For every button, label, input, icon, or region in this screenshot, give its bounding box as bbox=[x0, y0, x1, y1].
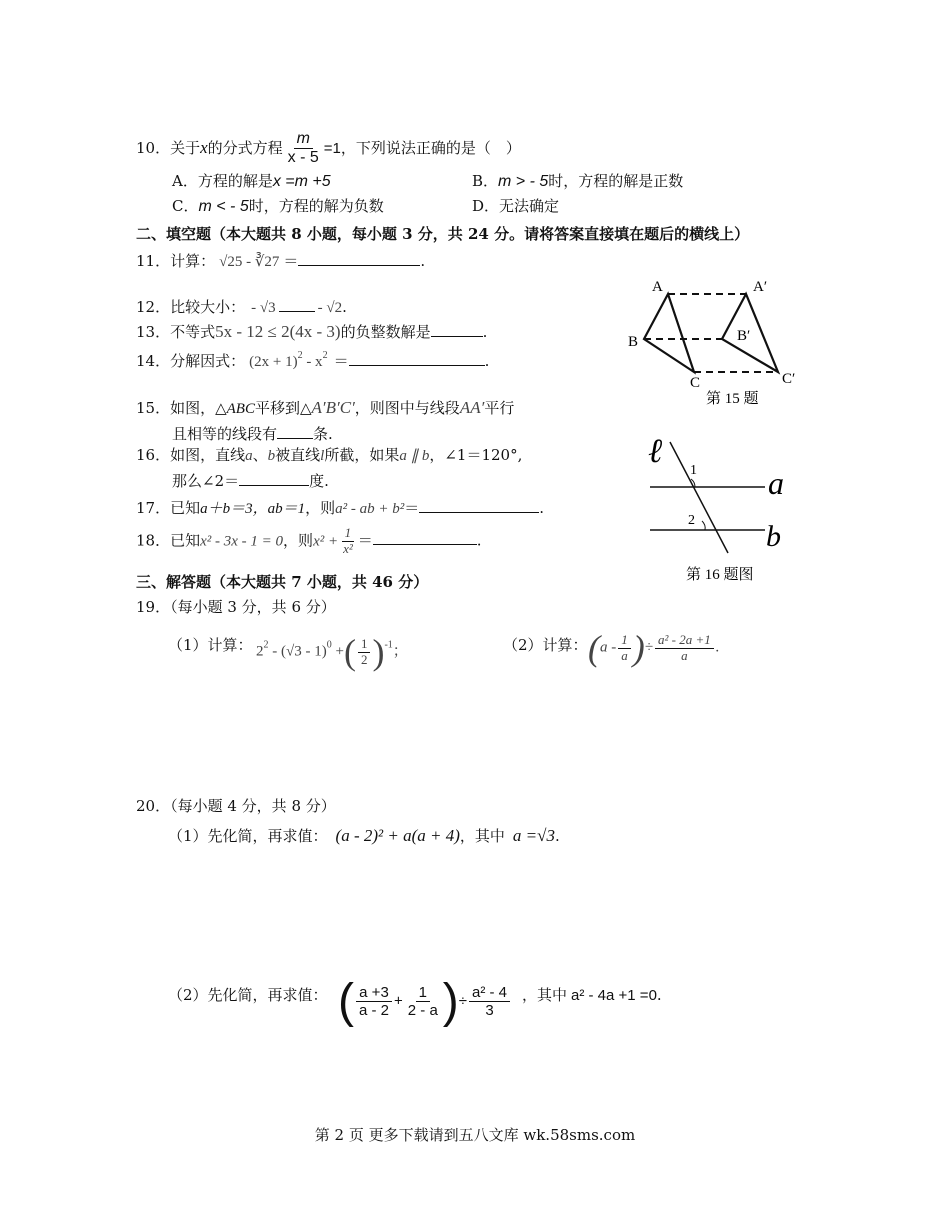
q10-option-b: B．m > - 5时，方程的解是正数 bbox=[472, 172, 684, 190]
q19-part-2-expression: (a - $\frac{1}{a}$ )÷ $\frac{\text{a² - 2a +1}}{a}$ . bbox=[588, 628, 720, 668]
line-l bbox=[670, 442, 728, 553]
question-12: 12．比较大小： - √3 - √2. bbox=[136, 298, 347, 316]
section-3-heading: 三、解答题（本大题共 7 小题，共 46 分） bbox=[136, 573, 429, 591]
page-footer: 第 2 页 更多下载请到五八文库 wk.58sms.com bbox=[314, 1126, 636, 1144]
q10-option-a: A．方程的解是x =m +5 bbox=[172, 172, 331, 190]
q19-part-1-expression: $2^2 - (√3 - 1)^0$ +( $\frac{1}{2}$ )$^{-1}$； bbox=[256, 632, 408, 672]
figure-15-caption: 第 15 题 bbox=[706, 391, 759, 407]
label-c: C bbox=[690, 375, 701, 391]
label-b: B bbox=[628, 334, 639, 350]
angle-2-arc bbox=[702, 521, 705, 530]
label-b-prime: B′ bbox=[737, 328, 751, 344]
label-a: A bbox=[652, 279, 663, 295]
figure-16-caption: 第 16 题图 bbox=[686, 567, 754, 583]
figure-15-translation-diagram bbox=[620, 270, 820, 415]
label-line-b: b bbox=[766, 520, 781, 553]
question-19: 19．（每小题 3 分，共 6 分） bbox=[136, 598, 336, 616]
q15-answer-blank bbox=[277, 424, 313, 439]
q10-option-d: D．无法确定 bbox=[472, 197, 560, 215]
question-16: 16．如图，直线a、b被直线l所截，如果a ∥ b，∠1＝120°, bbox=[136, 446, 523, 464]
label-angle-1: 1 bbox=[690, 463, 697, 478]
label-line-a: a bbox=[768, 465, 784, 501]
q14-answer-blank bbox=[349, 351, 485, 366]
question-17: 17．已知a＋b＝3，ab＝1，则a² - ab + b²＝ . bbox=[136, 499, 545, 517]
q20-part-2-expression: ( $\frac{a +3}{a - 2}$ + $\frac{1}{2 - a}$ )÷ $\frac{\text{a² - 4}}{3}$ bbox=[338, 980, 512, 1023]
question-15-line2: 且相等的线段有 条. bbox=[172, 425, 333, 443]
q13-answer-blank bbox=[431, 322, 483, 337]
question-13: 13．不等式5x - 12 ≤ 2(4x - 3)的负整数解是 . bbox=[136, 322, 488, 341]
q12-answer-blank bbox=[279, 297, 315, 312]
section-2-heading: 二、填空题（本大题共 8 小题，每小题 3 分，共 24 分。请将答案直接填在题后的横线上） bbox=[136, 225, 750, 243]
question-15: 15．如图，△ABC平移到△A′B′C′，则图中与线段AA′平行 bbox=[136, 398, 515, 417]
question-16-line2: 那么∠2＝ 度. bbox=[172, 472, 329, 490]
figure-16-parallel-lines-diagram bbox=[640, 432, 820, 590]
question-10: 10．关于x的分式方程 $\frac{m}{x - 5}$ =1，下列说法正确的是（ ） bbox=[136, 130, 521, 167]
q11-answer-blank bbox=[298, 251, 420, 266]
q16-answer-blank bbox=[239, 471, 309, 486]
question-14: 14．分解因式： $(2x + 1)^2 - x^2$ ＝ . bbox=[136, 350, 490, 370]
q20-part-2: （2）先化简，再求值： bbox=[168, 986, 328, 1004]
q19-part-2: （2）计算： bbox=[503, 636, 588, 654]
q20-part-1: （1）先化简，再求值： (a - 2)² + a(a + 4)，其中 a =√3. bbox=[168, 826, 560, 845]
q19-part-1: （1）计算： bbox=[168, 636, 253, 654]
q10-number: 10． bbox=[136, 138, 171, 157]
q20-part-2-condition: ，其中 a² - 4a +1 =0. bbox=[522, 986, 662, 1004]
q17-answer-blank bbox=[419, 498, 539, 513]
triangle-abc bbox=[644, 294, 694, 372]
q10-option-c: C．m < - 5时，方程的解为负数 bbox=[172, 197, 384, 215]
question-11: 11．计算： √25 - ∛27 ＝ . bbox=[136, 252, 426, 270]
label-c-prime: C′ bbox=[782, 371, 796, 387]
q18-answer-blank bbox=[373, 530, 477, 545]
label-l: ℓ bbox=[648, 433, 663, 470]
question-18: 18．已知x² - 3x - 1 = 0，则x² + $\frac{1}{\text{x²}}$ ＝ . bbox=[136, 525, 482, 556]
question-20: 20．（每小题 4 分，共 8 分） bbox=[136, 797, 336, 815]
q10-fraction: $\frac{m}{x - 5}$ bbox=[287, 130, 319, 167]
label-a-prime: A′ bbox=[753, 279, 768, 295]
label-angle-2: 2 bbox=[688, 513, 695, 528]
